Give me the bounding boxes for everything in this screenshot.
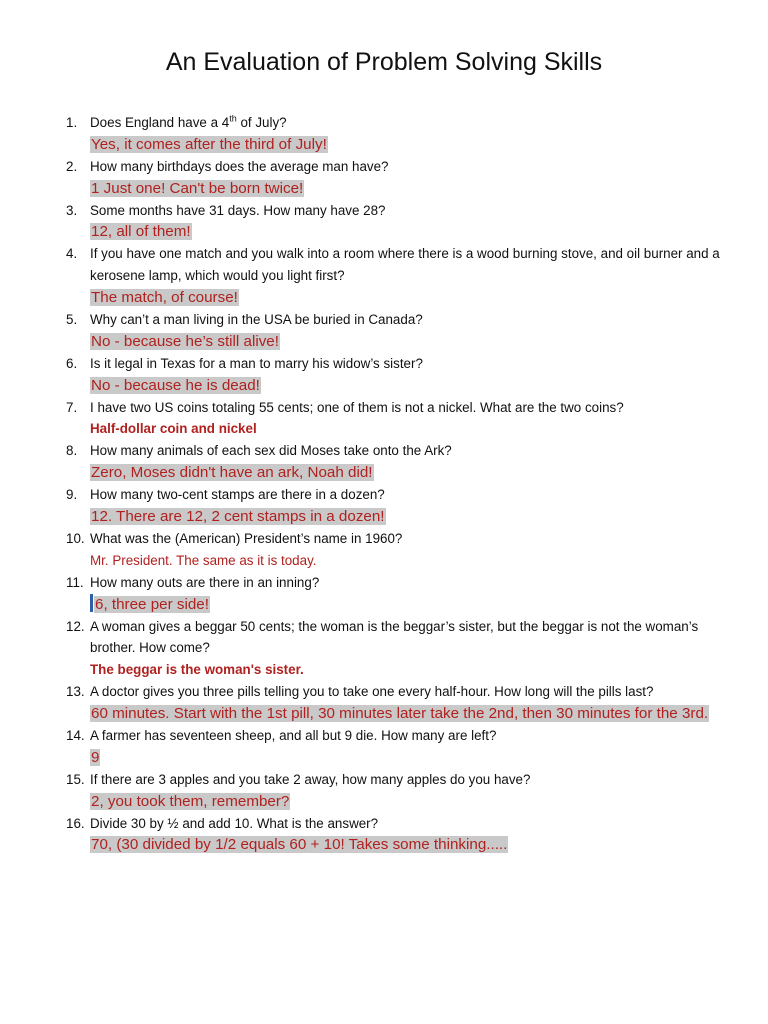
question-text: If there are 3 apples and you take 2 away, how many apples do you have? <box>90 771 531 787</box>
answer-text: 9 <box>91 748 100 766</box>
question-number: 1. <box>66 115 78 130</box>
question-number: 6. <box>66 355 78 371</box>
question-item-11 <box>0 572 768 616</box>
question-item-9 <box>0 484 768 528</box>
question-number: 2. <box>66 158 78 174</box>
question-text: Is it legal in Texas for a man to marry his widow’s sister? <box>90 355 423 371</box>
question-item-1 <box>0 112 768 156</box>
answer-text: No - because he is dead! <box>91 376 260 394</box>
answer-text: The match, of course! <box>91 288 238 306</box>
question-text: How many outs are there in an inning? <box>90 574 320 590</box>
answer-text: 70, (30 divided by 1/2 equals 60 + 10! Takes some thinking..... <box>91 836 508 854</box>
question-number: 3. <box>66 202 78 218</box>
answer-text: Mr. President. The same as it is today. <box>90 552 317 568</box>
answer-text: 12, all of them! <box>91 223 191 241</box>
question-text: Does England have a 4th of July? <box>90 113 287 130</box>
question-item-5 <box>0 309 768 353</box>
answer-text: Zero, Moses didn't have an ark, Noah did! <box>91 464 373 482</box>
question-item-15 <box>0 769 768 813</box>
answer-text: Half-dollar coin and nickel <box>90 421 257 437</box>
question-text: What was the (American) President’s name in 1960? <box>90 530 403 546</box>
question-text: How many birthdays does the average man have? <box>90 158 389 174</box>
question-item-8 <box>0 440 768 484</box>
question-text: Why can’t a man living in the USA be buried in Canada? <box>90 311 423 327</box>
question-text: Divide 30 by ½ and add 10. What is the answer? <box>90 815 379 831</box>
question-text: A doctor gives you three pills telling you to take one every half-hour. How long will the pills last? <box>90 684 654 700</box>
question-text: How many two-cent stamps are there in a dozen? <box>90 487 385 503</box>
question-number: 12. <box>66 618 85 634</box>
answer-text: 2, you took them, remember? <box>91 792 290 810</box>
question-item-14 <box>0 725 768 769</box>
answer-text: 12. There are 12, 2 cent stamps in a dozen! <box>91 507 385 525</box>
question-list <box>0 112 768 856</box>
question-number: 13. <box>66 684 85 700</box>
question-text: A woman gives a beggar 50 cents; the woman is the beggar’s sister, but the beggar is not the woman’s brother. How come? <box>90 618 699 656</box>
answer-text: 1 Just one! Can't be born twice! <box>91 179 304 197</box>
question-item-4 <box>0 243 768 309</box>
question-item-16 <box>0 813 768 857</box>
question-number: 10. <box>66 530 85 546</box>
question-text: If you have one match and you walk into a room where there is a wood burning stove, and oil burner and a kerosene lamp, which would you light first? <box>90 246 720 284</box>
answer-text: The beggar is the woman's sister. <box>90 662 304 678</box>
question-item-7 <box>0 397 768 441</box>
question-text: How many animals of each sex did Moses take onto the Ark? <box>90 443 452 459</box>
answer-text: No - because he’s still alive! <box>91 332 279 350</box>
answer-text: Yes, it comes after the third of July! <box>91 135 327 153</box>
question-number: 4. <box>66 246 78 262</box>
question-item-13 <box>0 681 768 725</box>
question-item-10 <box>0 528 768 572</box>
question-item-3 <box>0 200 768 244</box>
question-item-2 <box>0 156 768 200</box>
question-number: 14. <box>66 727 85 743</box>
question-text: A farmer has seventeen sheep, and all but 9 die. How many are left? <box>90 727 497 743</box>
question-item-12 <box>0 616 768 682</box>
question-number: 5. <box>66 311 78 327</box>
document-title: An Evaluation of Problem Solving Skills <box>165 48 603 76</box>
question-number: 9. <box>66 487 78 503</box>
question-text: I have two US coins totaling 55 cents; one of them is not a nickel. What are the two coins? <box>90 399 624 415</box>
text-cursor <box>90 594 93 612</box>
question-number: 7. <box>66 399 78 415</box>
question-number: 15. <box>66 771 85 787</box>
question-text: Some months have 31 days. How many have 28? <box>90 202 386 218</box>
question-number: 8. <box>66 443 78 459</box>
question-number: 11. <box>66 574 84 590</box>
question-item-6 <box>0 353 768 397</box>
answer-text: 6, three per side! <box>90 594 728 616</box>
question-number: 16. <box>66 815 85 831</box>
answer-text: 60 minutes. Start with the 1st pill, 30 minutes later take the 2nd, then 30 minutes for the 3rd. <box>91 704 709 722</box>
